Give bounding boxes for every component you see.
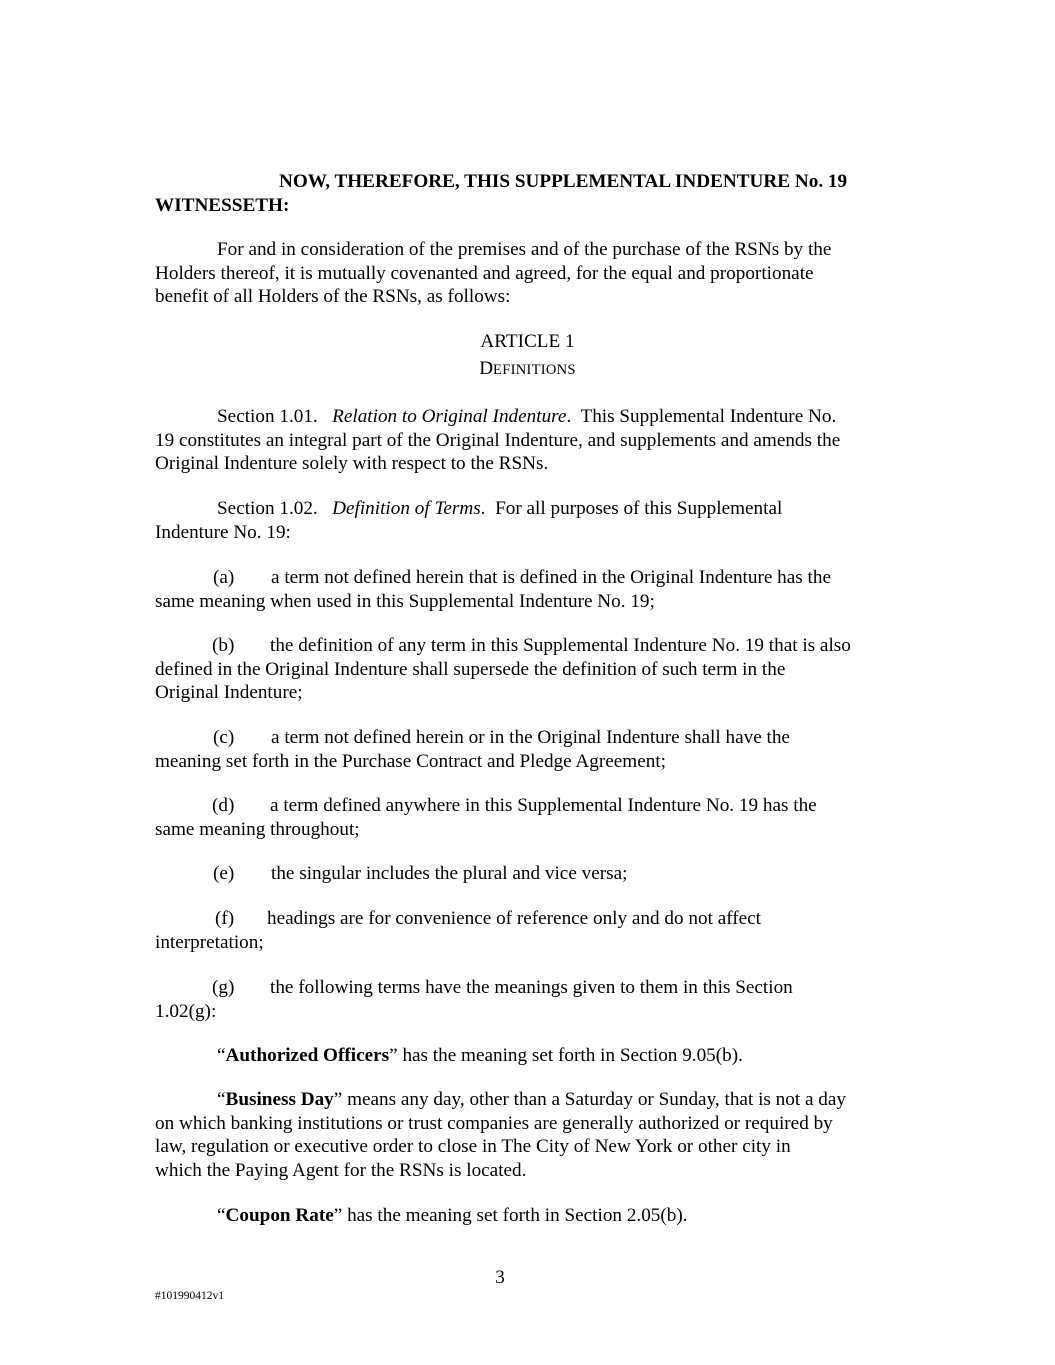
article-title	[0, 357, 1055, 383]
clause-mark: (f)	[215, 908, 235, 929]
section-text: . For all purposes of this Supplemental	[480, 498, 783, 519]
clause-c	[155, 726, 905, 773]
clause-text: headings are for convenience of reference only and do not affect	[267, 908, 762, 929]
clause-text: defined in the Original Indenture shall supersede the definition of such term in the	[155, 658, 786, 680]
clause-mark: (g)	[212, 977, 235, 998]
defined-term: Authorized Officers	[225, 1045, 390, 1066]
heading-line-2: WITNESSETH:	[155, 194, 290, 216]
clause-text: 1.02(g):	[155, 1000, 217, 1022]
definition-business-day	[155, 1088, 905, 1182]
clause-text: a term not defined herein that is defined in the Original Indenture has the	[271, 567, 831, 588]
clause-text: Original Indenture;	[155, 682, 303, 703]
definition-authorized-officers	[155, 1044, 905, 1068]
definition-text: ” means any day, other than a Saturday or Sunday, that is not a day	[333, 1089, 846, 1110]
section-text: Original Indenture solely with respect to the RSNs.	[155, 453, 549, 474]
section-1-01-line-1	[155, 405, 905, 429]
intro-line: Holders thereof, it is mutually covenanted and agreed, for the equal and proportionate	[155, 262, 814, 284]
section-title: Definition of Terms	[332, 498, 481, 519]
article-number: ARTICLE 1	[480, 331, 575, 352]
definition-text: ” has the meaning set forth in Section 9.05(b).	[389, 1045, 743, 1066]
section-1-02-line-1	[155, 497, 905, 521]
clause-d	[155, 794, 905, 841]
witnesseth-heading	[155, 170, 905, 217]
intro-line: benefit of all Holders of the RSNs, as follows:	[155, 286, 511, 307]
clause-mark: (a)	[213, 567, 235, 588]
section-1-02	[155, 497, 905, 544]
quote-mark: “	[217, 1045, 226, 1066]
clause-e	[155, 862, 905, 886]
clause-text: meaning set forth in the Purchase Contract and Pledge Agreement;	[155, 750, 666, 772]
section-title: Relation to Original Indenture	[332, 406, 567, 427]
quote-mark: “	[217, 1205, 226, 1226]
intro-line: For and in consideration of the premises and of the purchase of the RSNs by the	[217, 239, 832, 260]
clause-text: the following terms have the meanings given to them in this Section	[270, 977, 793, 998]
defined-term: Coupon Rate	[225, 1205, 334, 1226]
section-label: Section 1.02.	[217, 498, 318, 519]
clause-mark: (e)	[213, 863, 235, 884]
clause-a	[155, 566, 905, 613]
clause-text: interpretation;	[155, 931, 264, 953]
clause-text: the definition of any term in this Supplemental Indenture No. 19 that is also	[270, 635, 851, 656]
definition-text: law, regulation or executive order to close in The City of New York or other city in	[155, 1136, 791, 1157]
clause-g	[155, 976, 905, 1023]
section-label: Section 1.01.	[217, 406, 318, 427]
clause-text: a term not defined herein or in the Original Indenture shall have the	[271, 727, 790, 748]
clause-f	[155, 907, 905, 954]
clause-text: a term defined anywhere in this Supplemental Indenture No. 19 has the	[270, 795, 817, 816]
clause-mark: (d)	[212, 795, 235, 816]
intro-paragraph	[155, 238, 905, 309]
definition-text: on which banking institutions or trust companies are generally authorized or required by	[155, 1112, 833, 1134]
clause-text: same meaning throughout;	[155, 818, 360, 840]
heading-line-1: NOW, THEREFORE, THIS SUPPLEMENTAL INDENTURE No. 19	[279, 171, 848, 192]
article-title-rest: EFINITIONS	[493, 362, 576, 378]
defined-term: Business Day	[225, 1089, 334, 1110]
section-text: 19 constitutes an integral part of the Original Indenture, and supplements and amends the	[155, 429, 841, 451]
page-number: 3	[495, 1267, 505, 1288]
definition-text: which the Paying Agent for the RSNs is located.	[155, 1159, 527, 1181]
section-1-01	[155, 405, 905, 476]
clause-b	[155, 634, 905, 705]
clause-mark: (b)	[212, 635, 235, 656]
definition-coupon-rate	[155, 1204, 905, 1228]
section-text: . This Supplemental Indenture No.	[566, 406, 837, 427]
document-id: #101990412v1	[155, 1290, 224, 1302]
quote-mark: “	[217, 1089, 226, 1110]
definition-text: ” has the meaning set forth in Section 2.05(b).	[333, 1205, 688, 1226]
clause-text: the singular includes the plural and vice versa;	[271, 863, 628, 884]
article-title-initial: D	[479, 358, 494, 379]
clause-text: same meaning when used in this Supplemental Indenture No. 19;	[155, 590, 655, 612]
clause-mark: (c)	[213, 727, 235, 748]
section-text: Indenture No. 19:	[155, 521, 291, 543]
